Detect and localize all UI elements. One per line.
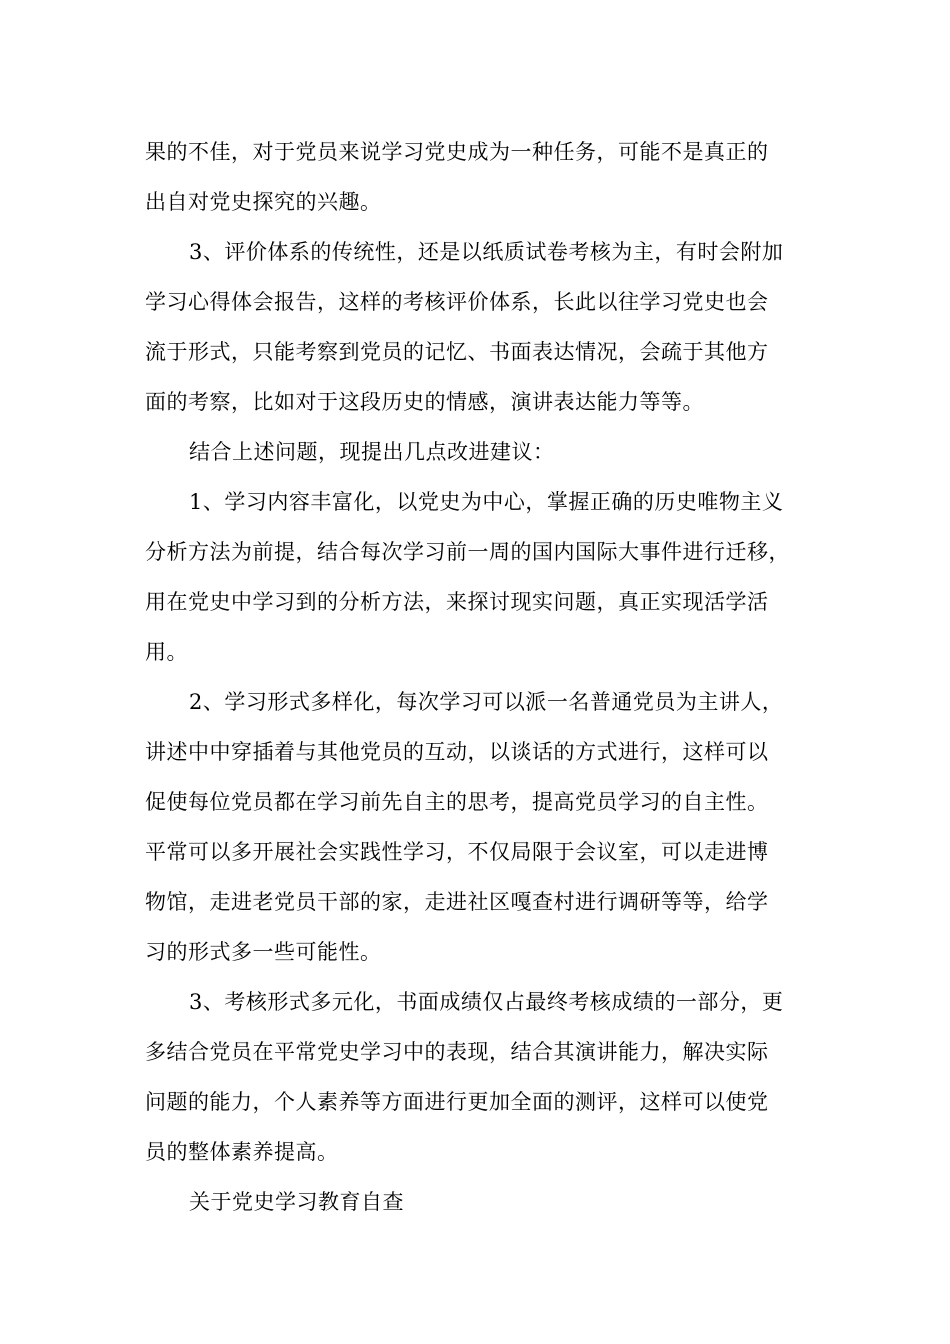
text-line: 流于形式，只能考察到党员的记忆、书面表达情况，会疏于其他方 [145, 340, 769, 364]
paragraph-form-diversification [145, 677, 815, 977]
text-line: 结合上述问题，现提出几点改进建议： [189, 440, 555, 464]
text-line: 分析方法为前提，结合每次学习前一周的国内国际大事件进行迁移， [145, 540, 790, 564]
text-line: 关于党史学习教育自查 [189, 1190, 404, 1214]
text-line: 2、学习形式多样化，每次学习可以派一名普通党员为主讲人， [189, 690, 784, 714]
text-line: 平常可以多开展社会实践性学习，不仅局限于会议室，可以走进博 [145, 840, 769, 864]
text-line: 讲述中中穿插着与其他党员的互动，以谈话的方式进行，这样可以 [145, 740, 769, 764]
text-line: 3、评价体系的传统性，还是以纸质试卷考核为主，有时会附加 [189, 240, 784, 264]
paragraph-assessment-pluralization [145, 977, 815, 1177]
text-line: 习的形式多一些可能性。 [145, 940, 382, 964]
paragraph-evaluation-system [145, 227, 815, 427]
text-line: 出自对党史探究的兴趣。 [145, 190, 382, 214]
text-line: 果的不佳，对于党员来说学习党史成为一种任务，可能不是真正的 [145, 140, 769, 164]
text-line: 促使每位党员都在学习前先自主的思考，提高党员学习的自主性。 [145, 790, 769, 814]
text-line: 面的考察，比如对于这段历史的情感，演讲表达能力等等。 [145, 390, 704, 414]
text-line: 1、学习内容丰富化，以党史为中心，掌握正确的历史唯物主义 [189, 490, 784, 514]
paragraph-content-enrichment [145, 477, 815, 677]
paragraph-suggestions-intro [145, 427, 815, 477]
section-heading [145, 1177, 815, 1227]
text-line: 问题的能力，个人素养等方面进行更加全面的测评，这样可以使党 [145, 1090, 769, 1114]
text-line: 员的整体素养提高。 [145, 1140, 339, 1164]
text-line: 3、考核形式多元化，书面成绩仅占最终考核成绩的一部分，更 [189, 990, 784, 1014]
paragraph-continuation [145, 127, 815, 227]
text-line: 学习心得体会报告，这样的考核评价体系，长此以往学习党史也会 [145, 290, 769, 314]
text-line: 用。 [145, 640, 188, 664]
text-line: 多结合党员在平常党史学习中的表现，结合其演讲能力，解决实际 [145, 1040, 769, 1064]
text-line: 物馆，走进老党员干部的家，走进社区嘎查村进行调研等等，给学 [145, 890, 769, 914]
text-line: 用在党史中学习到的分析方法，来探讨现实问题，真正实现活学活 [145, 590, 769, 614]
